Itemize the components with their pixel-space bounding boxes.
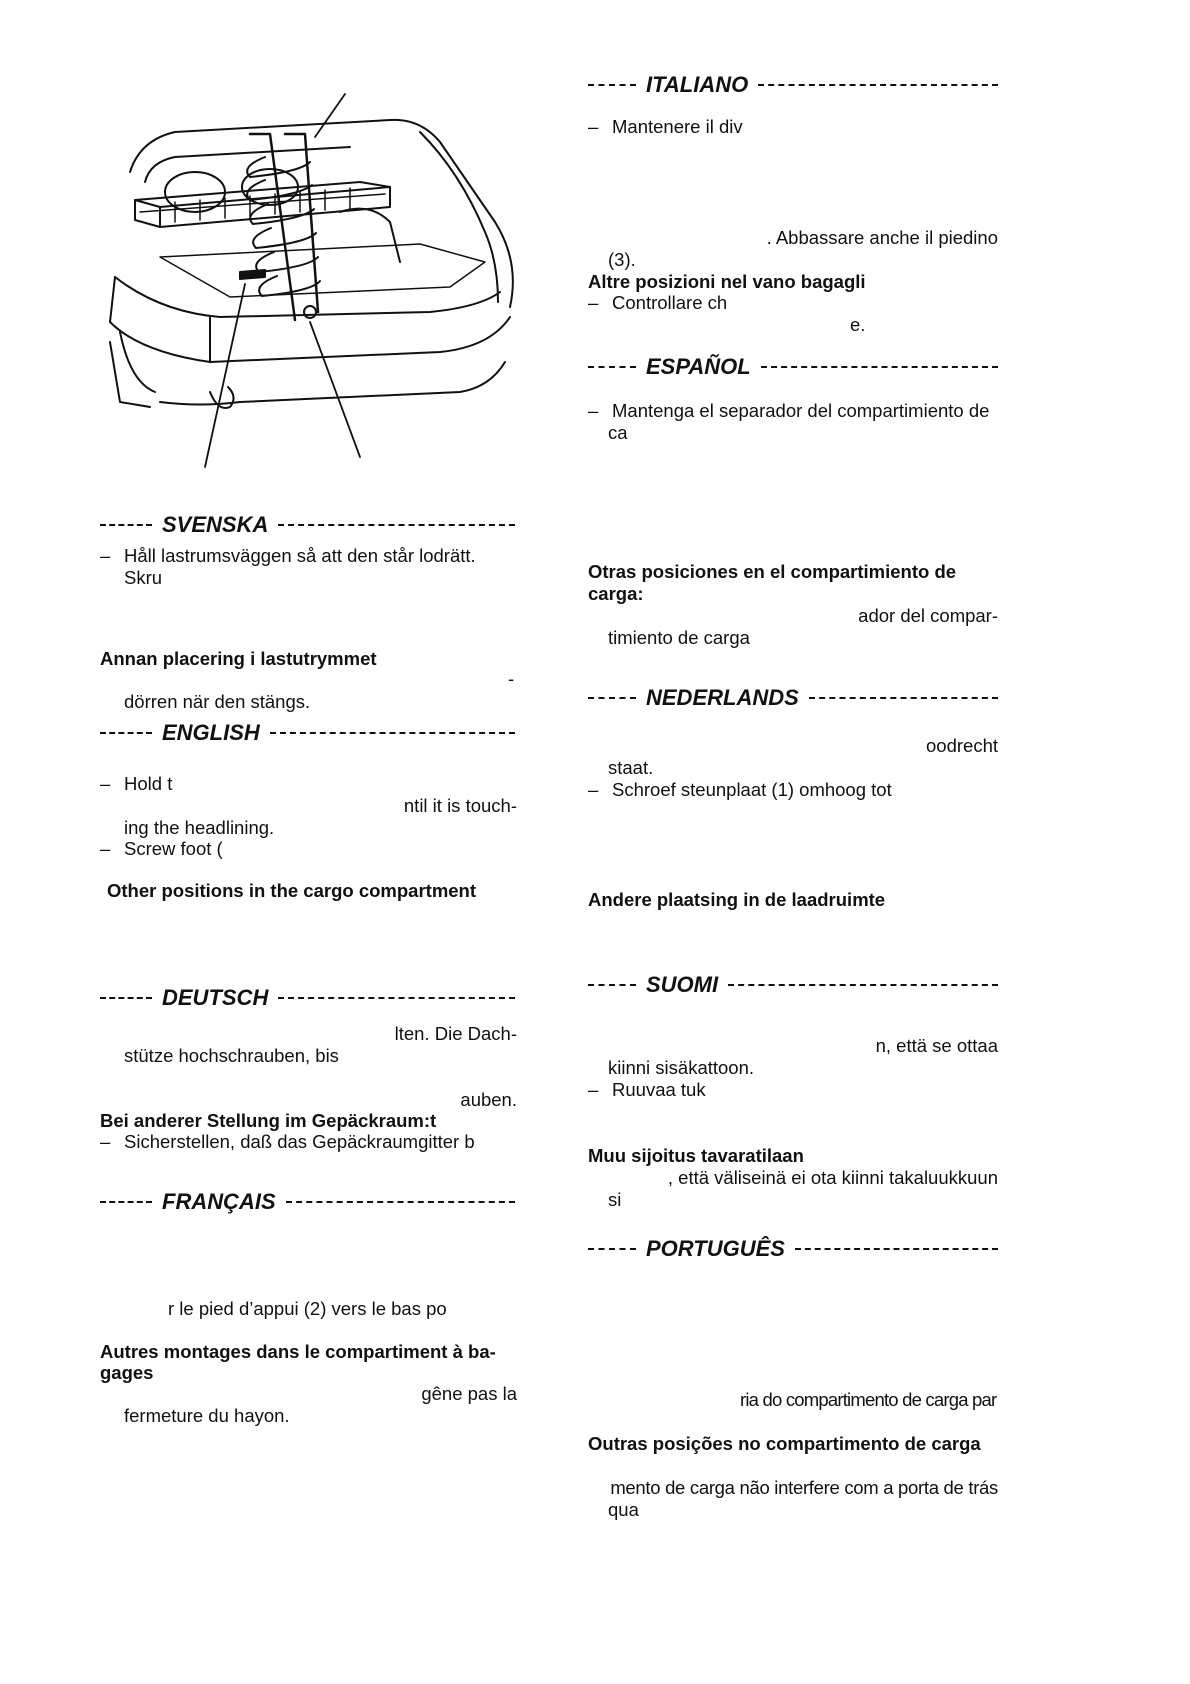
cargo-divider-illustration xyxy=(100,62,565,512)
subheading: Other positions in the cargo compartment xyxy=(107,880,477,901)
text-line: – Mantenga el separador del compartimiento de xyxy=(588,400,989,422)
text-line: . Abbassare anche il piedino xyxy=(766,227,998,248)
text-line: kiinni sisäkattoon. xyxy=(608,1057,755,1078)
text-line: – Screw foot ( xyxy=(100,838,223,860)
subheading: Autres montages dans le compartiment à ba- xyxy=(100,1341,496,1362)
subheading: Annan placering i lastutrymmet xyxy=(100,648,377,669)
subheading: Otras posiciones en el compartimiento de xyxy=(588,561,957,582)
text-line: ria do compartimento de carga par xyxy=(740,1389,997,1410)
heading-deutsch xyxy=(100,983,515,1013)
text-line: Skru xyxy=(124,567,163,588)
text-line: – Ruuvaa tuk xyxy=(588,1079,706,1101)
text-line: – Hold t xyxy=(100,773,172,795)
heading-portugues xyxy=(588,1234,998,1264)
text-line: n, että se ottaa xyxy=(875,1035,998,1056)
text-line: – Sicherstellen, daß das Gepäckraumgitter b xyxy=(100,1131,475,1153)
text-line: lten. Die Dach- xyxy=(394,1023,517,1044)
text-line: ntil it is touch- xyxy=(403,795,517,816)
text-line: ing the headlining. xyxy=(124,817,275,838)
heading-text: ESPAÑOL xyxy=(646,354,751,379)
text-line: e. xyxy=(850,314,866,335)
heading-text: ITALIANO xyxy=(646,72,749,97)
text-line: qua xyxy=(608,1499,639,1520)
text-line: gêne pas la xyxy=(421,1383,517,1404)
text-line: staat. xyxy=(608,757,654,778)
heading-svenska xyxy=(100,510,515,540)
text-line: r le pied d’appui (2) vers le bas po xyxy=(168,1298,447,1319)
subheading: Andere plaatsing in de laadruimte xyxy=(588,889,886,910)
heading-text: ENGLISH xyxy=(162,720,260,745)
subheading: Outras posições no compartimento de carga xyxy=(588,1433,981,1454)
subheading: Muu sijoitus tavaratilaan xyxy=(588,1145,804,1166)
text-line: timiento de carga xyxy=(608,627,750,648)
heading-text: DEUTSCH xyxy=(162,985,269,1010)
text-line: auben. xyxy=(460,1089,517,1110)
subheading: Altre posizioni nel vano bagagli xyxy=(588,271,866,292)
text-line: ador del compar- xyxy=(858,605,998,626)
text-line: , että väliseinä ei ota kiinni takaluukkuun xyxy=(667,1167,998,1188)
text-line: oodrecht xyxy=(926,735,998,756)
subheading: gages xyxy=(100,1362,154,1383)
heading-text: NEDERLANDS xyxy=(646,685,799,710)
text-line: (3). xyxy=(608,249,636,270)
heading-suomi xyxy=(588,970,998,1000)
text-hyphen: - xyxy=(508,668,515,689)
heading-english xyxy=(100,718,515,748)
heading-text: PORTUGUÊS xyxy=(646,1236,785,1261)
heading-nederlands xyxy=(588,683,998,713)
subheading: carga: xyxy=(588,583,644,604)
heading-italiano xyxy=(588,70,998,100)
text-line: dörren när den stängs. xyxy=(124,691,311,712)
text-line: – Controllare ch xyxy=(588,292,727,314)
text-line: stütze hochschrauben, bis xyxy=(124,1045,339,1066)
heading-text: SVENSKA xyxy=(162,512,269,537)
text-line: – Schroef steunplaat (1) omhoog tot xyxy=(588,779,892,801)
text-line: si xyxy=(608,1189,622,1210)
heading-espanol xyxy=(588,352,998,382)
heading-francais xyxy=(100,1187,515,1217)
text-line: fermeture du hayon. xyxy=(124,1405,290,1426)
heading-text: SUOMI xyxy=(646,972,719,997)
text-line: ca xyxy=(608,422,628,443)
heading-text: FRANÇAIS xyxy=(162,1189,276,1214)
text-line: mento de carga não interfere com a porta de trás xyxy=(610,1477,998,1498)
subheading: Bei anderer Stellung im Gepäckraum:t xyxy=(100,1110,437,1131)
text-line: – Mantenere il div xyxy=(588,116,743,138)
text-line: – Håll lastrumsväggen så att den står lodrätt. xyxy=(100,545,476,567)
